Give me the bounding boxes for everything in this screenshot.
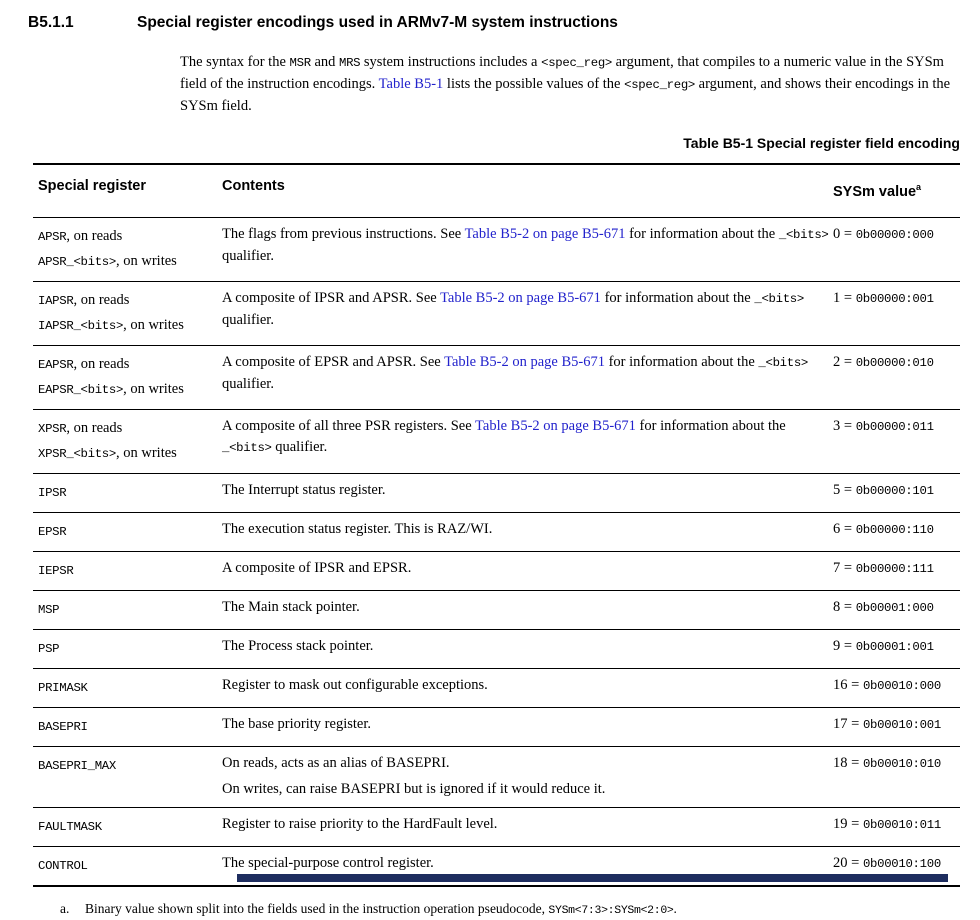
table-row (33, 707, 960, 746)
text-segment: A composite of IPSR and EPSR. (222, 559, 412, 576)
text-segment: 16 = (833, 676, 863, 693)
contents-paragraph (222, 224, 833, 267)
mono-text: 0b00010:011 (862, 817, 941, 832)
table-row (33, 746, 960, 807)
text-segment: A composite of IPSR and APSR. See (222, 289, 441, 306)
register-cell (33, 288, 222, 338)
text-segment: argument, that compiles to a numeric value in the SYSm field of the instruction encodings. (180, 54, 944, 92)
mono-text: _<bits> (758, 355, 809, 370)
sysm-value-cell (833, 597, 960, 622)
mono-text: 0b00001:001 (855, 639, 934, 654)
contents-paragraph (222, 853, 833, 874)
text-segment: 8 = (833, 598, 856, 615)
contents-cell (222, 288, 833, 338)
register-line (38, 675, 222, 700)
text-segment: qualifier. (222, 311, 274, 328)
text-segment: 6 = (833, 520, 856, 537)
text-segment: , on writes (115, 252, 177, 269)
column-header-special-register: Special register (38, 178, 146, 194)
mono-text: 0b00000:011 (855, 419, 934, 434)
text-segment: and (310, 54, 339, 70)
mono-text: MSR (289, 56, 311, 70)
register-cell (33, 224, 222, 274)
text-segment: for information about the (600, 289, 755, 306)
mono-text: CONTROL (38, 858, 88, 873)
contents-paragraph (222, 480, 833, 501)
mono-text: _<bits> (754, 291, 804, 306)
text-segment: The flags from previous instructions. See (222, 225, 465, 242)
contents-cell (222, 558, 833, 583)
sysm-value-cell (833, 753, 960, 800)
column-header-contents: Contents (222, 178, 285, 194)
mono-text: EPSR (38, 524, 67, 539)
mono-text: 0b00000:001 (855, 291, 934, 306)
mono-text: IPSR (38, 485, 67, 500)
intro-paragraph (180, 52, 962, 117)
text-segment: for information about the (604, 353, 759, 370)
table-row (33, 409, 960, 473)
text-segment: qualifier. (222, 375, 274, 392)
sysm-value-cell (833, 675, 960, 700)
text-segment: 18 = (833, 754, 863, 771)
contents-paragraph (222, 519, 833, 540)
mono-text: PSP (38, 641, 60, 656)
text-segment: The syntax for the (180, 54, 290, 70)
mono-text: IAPSR (38, 293, 74, 308)
contents-cell (222, 224, 833, 274)
cross-reference-link[interactable]: Table B5-2 on page B5-671 (464, 225, 626, 242)
table-body (33, 217, 960, 885)
register-line (38, 352, 222, 377)
text-segment: , on writes (123, 380, 184, 397)
contents-paragraph (222, 814, 833, 835)
special-register-table (33, 163, 960, 887)
mono-text: <spec_reg> (624, 78, 696, 92)
mono-text: 0b00010:001 (862, 717, 941, 732)
text-segment: The base priority register. (222, 715, 371, 732)
text-segment: 3 = (833, 417, 856, 434)
contents-cell (222, 636, 833, 661)
register-line (38, 558, 222, 583)
sysm-value-cell (833, 814, 960, 839)
mono-text: 0b00001:000 (855, 600, 934, 615)
text-segment: , on writes (123, 316, 184, 333)
register-cell (33, 675, 222, 700)
contents-cell (222, 753, 833, 800)
register-line (38, 519, 222, 544)
register-line (38, 288, 222, 313)
text-segment: A composite of EPSR and APSR. See (222, 353, 445, 370)
table-row (33, 590, 960, 629)
mono-text: 0b00000:111 (855, 561, 934, 576)
mono-text: APSR (38, 229, 67, 244)
mono-text: _<bits> (778, 227, 829, 242)
cross-reference-link[interactable]: Table B5-2 on page B5-671 (440, 289, 601, 306)
text-segment: The execution status register. This is RAZ/WI. (222, 520, 493, 537)
text-segment: The Interrupt status register. (222, 481, 386, 498)
column-header-sysm-value (833, 177, 960, 203)
contents-cell (222, 597, 833, 622)
mono-text: EAPSR_<bits> (38, 382, 124, 397)
register-line (38, 853, 222, 878)
text-segment: , on reads (73, 355, 130, 372)
mono-text: 0b00010:010 (862, 756, 941, 771)
contents-paragraph (222, 675, 833, 696)
table-row (33, 668, 960, 707)
contents-paragraph (222, 352, 833, 395)
contents-paragraph (222, 636, 833, 657)
mono-text: <spec_reg> (541, 56, 612, 70)
table-row (33, 512, 960, 551)
register-line (38, 377, 222, 402)
register-cell (33, 416, 222, 466)
table-row (33, 345, 960, 409)
register-cell (33, 636, 222, 661)
text-segment: , on reads (66, 419, 123, 436)
register-cell (33, 519, 222, 544)
cross-reference-link[interactable]: Table B5-2 on page B5-671 (444, 353, 605, 370)
text-segment: A composite of all three PSR registers. See (222, 417, 476, 434)
contents-paragraph (222, 416, 833, 459)
text-segment: 19 = (833, 815, 863, 832)
table-row (33, 629, 960, 668)
section-heading (0, 0, 980, 32)
mono-text: 0b00000:110 (855, 522, 934, 537)
mono-text: SYSm<7:3>:SYSm<2:0> (548, 903, 674, 917)
contents-cell (222, 416, 833, 466)
mono-text: 0b00010:000 (862, 678, 941, 693)
text-segment: 0 = (833, 225, 856, 242)
mono-text: IEPSR (38, 563, 74, 578)
text-segment: 1 = (833, 289, 856, 306)
contents-cell (222, 675, 833, 700)
bottom-scrollbar[interactable] (237, 874, 948, 882)
section-number: B5.1.1 (28, 14, 74, 31)
text-segment: , on writes (115, 444, 177, 461)
text-segment: The Main stack pointer. (222, 598, 360, 615)
footnote-marker: a. (60, 900, 70, 916)
text-segment: qualifier. (271, 438, 328, 455)
table-row (33, 473, 960, 512)
register-line (38, 636, 222, 661)
table-caption: Table B5-1 Special register field encoding (683, 135, 960, 151)
mono-text: _<bits> (222, 440, 272, 455)
text-segment: 20 = (833, 854, 863, 871)
text-segment: 2 = (833, 353, 856, 370)
text-segment: system instructions includes a (360, 54, 542, 70)
contents-paragraph (222, 753, 833, 774)
table-row (33, 807, 960, 846)
contents-paragraph (222, 779, 833, 800)
text-segment: qualifier. (222, 247, 274, 264)
text-segment: for information about the (635, 417, 786, 434)
mono-text: 0b00000:010 (855, 355, 934, 370)
text-segment: , on reads (73, 291, 130, 308)
contents-cell (222, 814, 833, 839)
text-segment: The Process stack pointer. (222, 637, 374, 654)
register-line (38, 249, 222, 274)
section-title: Special register encodings used in ARMv7-M system instructions (137, 14, 618, 31)
register-line (38, 224, 222, 249)
text-segment: 5 = (833, 481, 856, 498)
table-header-row (33, 165, 960, 217)
register-line (38, 416, 222, 441)
mono-text: FAULTMASK (38, 819, 102, 834)
table-row (33, 217, 960, 281)
mono-text: 0b00000:000 (855, 227, 934, 242)
contents-paragraph (222, 288, 833, 331)
contents-paragraph (222, 597, 833, 618)
register-line (38, 597, 222, 622)
text-segment: for information about the (625, 225, 779, 242)
register-cell (33, 352, 222, 402)
text-segment: Binary value shown split into the fields used in the instruction operation pseudocode, (85, 900, 549, 916)
text-segment: lists the possible values of the (443, 76, 625, 92)
text-segment: 7 = (833, 559, 856, 576)
register-line (38, 441, 222, 466)
register-line (38, 313, 222, 338)
footnote-text (85, 901, 677, 916)
mono-text: APSR_<bits> (38, 254, 116, 269)
contents-cell (222, 714, 833, 739)
text-segment: . (673, 900, 677, 916)
mono-text: MRS (339, 56, 361, 70)
cross-reference-link[interactable]: Table B5-2 on page B5-671 (475, 417, 636, 434)
register-cell (33, 753, 222, 800)
sysm-value-cell (833, 288, 960, 338)
sysm-value-cell (833, 224, 960, 274)
register-cell (33, 597, 222, 622)
text-segment: On writes, can raise BASEPRI but is ignored if it would reduce it. (222, 780, 606, 797)
contents-cell (222, 480, 833, 505)
sysm-value-cell (833, 416, 960, 466)
register-line (38, 814, 222, 839)
sysm-value-cell (833, 636, 960, 661)
mono-text: PRIMASK (38, 680, 88, 695)
mono-text: MSP (38, 602, 60, 617)
mono-text: 0b00000:101 (855, 483, 934, 498)
sysm-value-cell (833, 558, 960, 583)
register-cell (33, 853, 222, 878)
sysm-value-cell (833, 480, 960, 505)
text-segment: The special-purpose control register. (222, 854, 434, 871)
mono-text: EAPSR (38, 357, 74, 372)
register-cell (33, 558, 222, 583)
text-segment: On reads, acts as an alias of BASEPRI. (222, 754, 450, 771)
mono-text: 0b00010:100 (862, 856, 941, 871)
contents-cell (222, 352, 833, 402)
table-row (33, 551, 960, 590)
sysm-value-label: SYSm value (833, 183, 917, 200)
text-segment: Register to mask out configurable exceptions. (222, 676, 488, 693)
mono-text: XPSR_<bits> (38, 446, 116, 461)
table-row (33, 281, 960, 345)
mono-text: BASEPRI_MAX (38, 758, 116, 773)
text-segment: 17 = (833, 715, 863, 732)
sysm-value-cell (833, 352, 960, 402)
text-segment: argument, and shows their encodings in the SYSm field. (180, 76, 951, 114)
contents-paragraph (222, 558, 833, 579)
sysm-value-cell (833, 714, 960, 739)
mono-text: XPSR (38, 421, 67, 436)
register-cell (33, 480, 222, 505)
text-segment: Register to raise priority to the HardFault level. (222, 815, 498, 832)
footnote-ref-superscript: a (916, 182, 922, 192)
register-line (38, 753, 222, 778)
register-cell (33, 814, 222, 839)
register-cell (33, 714, 222, 739)
text-segment: , on reads (66, 227, 123, 244)
register-line (38, 480, 222, 505)
sysm-value-cell (833, 519, 960, 544)
register-line (38, 714, 222, 739)
mono-text: IAPSR_<bits> (38, 318, 124, 333)
cross-reference-link[interactable]: Table B5-1 (378, 76, 444, 92)
text-segment: 9 = (833, 637, 856, 654)
mono-text: BASEPRI (38, 719, 88, 734)
table-footnote (60, 899, 980, 920)
contents-cell (222, 519, 833, 544)
contents-paragraph (222, 714, 833, 735)
